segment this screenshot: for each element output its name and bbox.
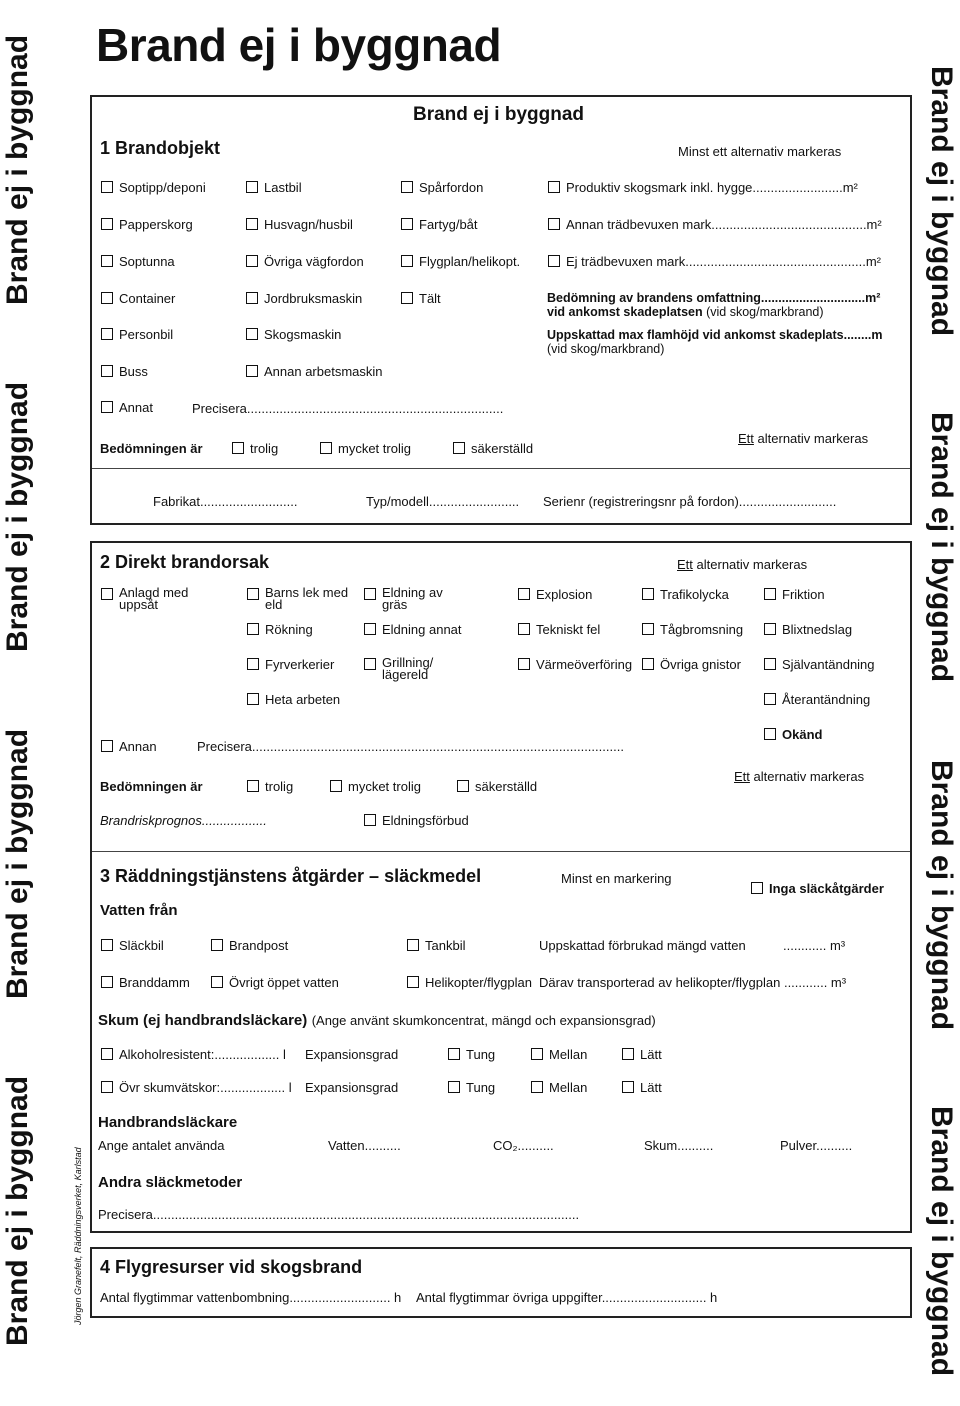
s1-objekt-a-3-label: Container xyxy=(119,291,176,306)
fabrikat-field[interactable]: Fabrikat........................... xyxy=(153,494,298,509)
s1-mark-0-checkbox[interactable] xyxy=(548,181,560,193)
flame-label: Uppskattad max flamhöjd vid ankomst skadeplats........m xyxy=(547,328,883,342)
s2-c6-3-label: Återantändning xyxy=(782,692,871,707)
s1-objekt-b-4-label: Skogsmaskin xyxy=(264,327,342,342)
section-3-note: Minst en markering xyxy=(561,871,672,886)
s3-foam-1-level-0-checkbox[interactable] xyxy=(448,1081,460,1093)
s3-w2-2-label: Helikopter/flygplan xyxy=(425,975,532,990)
s1-objekt-a-0-checkbox[interactable] xyxy=(101,181,113,193)
s2-c6-1-checkbox[interactable] xyxy=(764,623,776,635)
s2-c5-2-label: Övriga gnistor xyxy=(660,657,741,672)
s2-c2-0-label: Barns lek med eld xyxy=(265,585,349,612)
s2-assess-sakerstalld-checkbox[interactable] xyxy=(457,780,469,792)
s3-foam-0-level-0-checkbox[interactable] xyxy=(448,1048,460,1060)
vatten-heading: Vatten från xyxy=(100,902,178,919)
typ-field[interactable]: Typ/modell......................... xyxy=(366,494,520,509)
s1-objekt-b-5-label: Annan arbetsmaskin xyxy=(264,364,383,379)
s2-assess-trolig-label: trolig xyxy=(265,779,294,794)
hand-co2-field[interactable]: CO₂.......... xyxy=(493,1138,554,1153)
helicopter-water-field[interactable]: Därav transporterad av helikopter/flygplan ............ m³ xyxy=(539,975,847,990)
s3-w1-2-label: Tankbil xyxy=(425,938,466,953)
s3-foam-0-level-1-checkbox[interactable] xyxy=(531,1048,543,1060)
s2-anlagd-checkbox[interactable] xyxy=(101,588,113,600)
s2-c6-3-checkbox[interactable] xyxy=(764,693,776,705)
s2-c2-1-label: Rökning xyxy=(265,622,313,637)
s2-c2-3-label: Heta arbeten xyxy=(265,692,341,707)
s2-c2-2-label: Fyrverkerier xyxy=(265,657,335,672)
s2-c4-2-checkbox[interactable] xyxy=(518,658,530,670)
s3-w1-0-label: Släckbil xyxy=(119,938,164,953)
water-estimate-value[interactable]: ............ m³ xyxy=(783,938,846,953)
skum-heading-note: (Ange använt skumkoncentrat, mängd och expansionsgrad) xyxy=(311,1013,656,1028)
s2-c4-0-label: Explosion xyxy=(536,587,593,602)
s2-okand-label: Okänd xyxy=(782,727,823,742)
section-2-note-underlined: Ett xyxy=(677,557,693,572)
one-alt-underlined-1: Ett xyxy=(738,431,754,446)
s1-assess-sakerstalld-checkbox[interactable] xyxy=(453,442,465,454)
divider-1 xyxy=(92,468,910,469)
s1-objekt-a-5-label: Buss xyxy=(119,364,148,379)
s2-c3-2-label: Grillning/ lägereld xyxy=(382,655,434,682)
s1-objekt-a-2-label: Soptunna xyxy=(119,254,175,269)
s2-c3-0-checkbox[interactable] xyxy=(364,588,376,600)
side-title-left-4: Brand ej i byggnad xyxy=(1,1075,34,1346)
s1-objekt-a-1-checkbox[interactable] xyxy=(101,218,113,230)
s1-mark-0-label: Produktiv skogsmark inkl. hygge.........................m² xyxy=(566,180,858,195)
andra-precisera-field[interactable]: Precisera...................................................................................................................... xyxy=(98,1207,580,1222)
s2-anlagd-label: Anlagd med uppsåt xyxy=(119,585,189,612)
s3-foam-0-level-0-label: Tung xyxy=(466,1047,496,1062)
s2-c2-3-checkbox[interactable] xyxy=(247,693,259,705)
section-1-title: 1 Brandobjekt xyxy=(100,138,221,158)
s1-objekt-b-3-checkbox[interactable] xyxy=(246,292,258,304)
s1-objekt-b-4-checkbox[interactable] xyxy=(246,328,258,340)
s3-inga-slackatgarder-label: Inga släckåtgärder xyxy=(769,881,884,896)
s3-w2-0-label: Branddamm xyxy=(119,975,190,990)
s3-foam-1-checkbox[interactable] xyxy=(101,1081,113,1093)
flight-hours-water[interactable]: Antal flygtimmar vattenbombning............................ h xyxy=(100,1290,402,1305)
s2-c2-0-checkbox[interactable] xyxy=(247,588,259,600)
s1-objekt-b-1-checkbox[interactable] xyxy=(246,218,258,230)
s2-c5-0-label: Trafikolycka xyxy=(660,587,729,602)
divider-2 xyxy=(92,851,910,852)
form-header: Brand ej i byggnad xyxy=(413,104,585,125)
s3-foam-1-level-1-label: Mellan xyxy=(549,1080,588,1095)
side-title-right-2: Brand ej i byggnad xyxy=(925,412,958,683)
one-alt-text-2: alternativ markeras xyxy=(753,769,865,784)
hand-pulver-field[interactable]: Pulver.......... xyxy=(780,1138,853,1153)
s3-foam-0-label: Alkoholresistent:.................. l xyxy=(119,1047,286,1062)
assess-label-1: Bedömningen är xyxy=(100,441,203,456)
s2-okand-checkbox[interactable] xyxy=(764,728,776,740)
water-estimate-label: Uppskattad förbrukad mängd vatten xyxy=(539,938,746,953)
flame-line2: (vid skog/markbrand) xyxy=(547,342,665,356)
s2-c6-0-checkbox[interactable] xyxy=(764,588,776,600)
hand-skum-field[interactable]: Skum.......... xyxy=(644,1138,714,1153)
credit: Jörgen Granefelt, Räddningsverket, Karlstad xyxy=(73,1147,83,1325)
s1-objekt-a-4-label: Personbil xyxy=(119,327,174,342)
s3-foam-0-checkbox[interactable] xyxy=(101,1048,113,1060)
s1-objekt-a-0-label: Soptipp/deponi xyxy=(119,180,206,195)
s3-foam-1-level-0-label: Tung xyxy=(466,1080,496,1095)
section-2-note-text: alternativ markeras xyxy=(696,557,808,572)
s2-c6-1-label: Blixtnedslag xyxy=(782,622,853,637)
andra-heading: Andra släckmetoder xyxy=(98,1174,243,1191)
s3-w1-2-checkbox[interactable] xyxy=(407,939,419,951)
extent-line2-bold: vid ankomst skadeplatsen xyxy=(547,305,703,319)
s1-objekt-a-3-checkbox[interactable] xyxy=(101,292,113,304)
extent-label: Bedömning av brandens omfattning..............................m² xyxy=(547,291,881,305)
one-alt-note-1 xyxy=(738,431,868,446)
s1-objekt-a-6-checkbox[interactable] xyxy=(101,401,113,413)
brandriskprognos-field[interactable]: Brandriskprognos.................. xyxy=(100,813,267,828)
section-2-note xyxy=(677,557,807,572)
s2-eldningsforbud-checkbox[interactable] xyxy=(364,814,376,826)
s2-assess-trolig-checkbox[interactable] xyxy=(247,780,259,792)
s2-c3-2-checkbox[interactable] xyxy=(364,658,376,670)
section-2-title: 2 Direkt brandorsak xyxy=(100,552,270,572)
s2-c5-1-label: Tågbromsning xyxy=(660,622,744,637)
s2-c3-1-checkbox[interactable] xyxy=(364,623,376,635)
side-title-left-3: Brand ej i byggnad xyxy=(1,728,34,999)
serienr-field[interactable]: Serienr (registreringsnr på fordon)........................... xyxy=(543,494,837,509)
s2-c2-2-checkbox[interactable] xyxy=(247,658,259,670)
s1-objekt-c-3-checkbox[interactable] xyxy=(401,292,413,304)
s1-assess-mycket-trolig-label: mycket trolig xyxy=(338,441,411,456)
s2-assess-sakerstalld-label: säkerställd xyxy=(475,779,538,794)
s1-objekt-c-2-checkbox[interactable] xyxy=(401,255,413,267)
s3-foam-exp-0: Expansionsgrad xyxy=(305,1047,399,1062)
s2-c5-2-checkbox[interactable] xyxy=(642,658,654,670)
handbrand-heading: Handbrandsläckare xyxy=(98,1114,238,1131)
s3-w2-1-checkbox[interactable] xyxy=(211,976,223,988)
precisera-2[interactable]: Precisera....................................................................................................... xyxy=(197,739,624,754)
hand-vatten-field[interactable]: Vatten.......... xyxy=(328,1138,401,1153)
s1-objekt-b-0-checkbox[interactable] xyxy=(246,181,258,193)
s1-objekt-c-2-label: Flygplan/helikopt. xyxy=(419,254,521,269)
side-title-left-1: Brand ej i byggnad xyxy=(1,34,34,305)
s1-objekt-b-5-checkbox[interactable] xyxy=(246,365,258,377)
one-alt-underlined-2: Ett xyxy=(734,769,750,784)
section-3-title: 3 Räddningstjänstens åtgärder – släckmedel xyxy=(100,866,482,886)
side-title-left-2: Brand ej i byggnad xyxy=(1,381,34,652)
s3-foam-exp-1: Expansionsgrad xyxy=(305,1080,399,1095)
section-4-title: 4 Flygresurser vid skogsbrand xyxy=(100,1257,363,1277)
s2-c4-1-checkbox[interactable] xyxy=(518,623,530,635)
s1-objekt-a-1-label: Papperskorg xyxy=(119,217,193,232)
side-title-right-3: Brand ej i byggnad xyxy=(925,760,958,1031)
s1-objekt-c-0-checkbox[interactable] xyxy=(401,181,413,193)
assess-label-2: Bedömningen är xyxy=(100,779,203,794)
s1-objekt-b-2-checkbox[interactable] xyxy=(246,255,258,267)
s2-c6-2-checkbox[interactable] xyxy=(764,658,776,670)
s3-foam-0-level-2-checkbox[interactable] xyxy=(622,1048,634,1060)
s2-assess-mycket-trolig-label: mycket trolig xyxy=(348,779,421,794)
s2-c6-2-label: Självantändning xyxy=(782,657,875,672)
one-alt-text-1: alternativ markeras xyxy=(757,431,869,446)
s2-c5-1-checkbox[interactable] xyxy=(642,623,654,635)
s3-foam-0-level-2-label: Lätt xyxy=(640,1047,662,1062)
s3-w1-0-checkbox[interactable] xyxy=(101,939,113,951)
s3-foam-1-label: Övr skumvätskor:.................. l xyxy=(119,1080,292,1095)
side-title-right-1: Brand ej i byggnad xyxy=(925,66,958,337)
s1-objekt-b-3-label: Jordbruksmaskin xyxy=(264,291,363,306)
s1-objekt-b-1-label: Husvagn/husbil xyxy=(264,217,353,232)
s3-w1-1-checkbox[interactable] xyxy=(211,939,223,951)
s2-c3-1-label: Eldning annat xyxy=(382,622,462,637)
s2-c2-1-checkbox[interactable] xyxy=(247,623,259,635)
s2-c4-1-label: Tekniskt fel xyxy=(536,622,601,637)
flight-hours-other[interactable]: Antal flygtimmar övriga uppgifter............................. h xyxy=(416,1290,718,1305)
s2-c3-0-label: Eldning av gräs xyxy=(382,585,443,612)
s3-foam-0-level-1-label: Mellan xyxy=(549,1047,588,1062)
s2-annan-label: Annan xyxy=(119,739,157,754)
s1-objekt-c-0-label: Spårfordon xyxy=(419,180,484,195)
s1-assess-mycket-trolig-checkbox[interactable] xyxy=(320,442,332,454)
s2-c4-2-label: Värmeöverföring xyxy=(536,657,633,672)
s2-c4-0-checkbox[interactable] xyxy=(518,588,530,600)
s3-foam-1-level-1-checkbox[interactable] xyxy=(531,1081,543,1093)
s3-inga-slackatgarder-checkbox[interactable] xyxy=(751,882,763,894)
skum-heading-bold: Skum (ej handbrandsläckare) xyxy=(98,1012,308,1029)
s1-mark-1-label: Annan trädbevuxen mark...........................................m² xyxy=(566,217,882,232)
s1-mark-2-checkbox[interactable] xyxy=(548,255,560,267)
s1-objekt-a-6-label: Annat xyxy=(119,400,153,415)
s1-objekt-a-5-checkbox[interactable] xyxy=(101,365,113,377)
s2-eldningsforbud-label: Eldningsförbud xyxy=(382,813,469,828)
s3-w2-2-checkbox[interactable] xyxy=(407,976,419,988)
s2-c6-0-label: Friktion xyxy=(782,587,825,602)
extent-line2 xyxy=(547,305,824,319)
s1-objekt-c-1-label: Fartyg/båt xyxy=(419,217,478,232)
s2-c5-0-checkbox[interactable] xyxy=(642,588,654,600)
s1-objekt-a-4-checkbox[interactable] xyxy=(101,328,113,340)
one-alt-note-2 xyxy=(734,769,864,784)
skum-heading xyxy=(98,1012,656,1030)
s3-w2-1-label: Övrigt öppet vatten xyxy=(229,975,339,990)
s2-annan-checkbox[interactable] xyxy=(101,740,113,752)
s1-objekt-b-2-label: Övriga vägfordon xyxy=(264,254,364,269)
s3-w2-0-checkbox[interactable] xyxy=(101,976,113,988)
side-title-right-4: Brand ej i byggnad xyxy=(925,1106,958,1377)
extent-line2-note: (vid skog/markbrand) xyxy=(706,305,824,319)
s1-objekt-a-2-checkbox[interactable] xyxy=(101,255,113,267)
precisera-1[interactable]: Precisera....................................................................... xyxy=(192,401,504,416)
s1-mark-2-label: Ej trädbevuxen mark..................................................m² xyxy=(566,254,881,269)
section-1-note: Minst ett alternativ markeras xyxy=(678,144,842,159)
hand-label: Ange antalet använda xyxy=(98,1138,225,1153)
s1-assess-sakerstalld-label: säkerställd xyxy=(471,441,534,456)
s3-foam-1-level-2-label: Lätt xyxy=(640,1080,662,1095)
s1-objekt-b-0-label: Lastbil xyxy=(264,180,302,195)
page-title: Brand ej i byggnad xyxy=(96,19,502,71)
s3-w1-1-label: Brandpost xyxy=(229,938,289,953)
s3-foam-1-level-2-checkbox[interactable] xyxy=(622,1081,634,1093)
s1-objekt-c-3-label: Tält xyxy=(419,291,441,306)
s1-mark-1-checkbox[interactable] xyxy=(548,218,560,230)
s1-assess-trolig-label: trolig xyxy=(250,441,279,456)
s1-assess-trolig-checkbox[interactable] xyxy=(232,442,244,454)
s2-assess-mycket-trolig-checkbox[interactable] xyxy=(330,780,342,792)
s1-objekt-c-1-checkbox[interactable] xyxy=(401,218,413,230)
